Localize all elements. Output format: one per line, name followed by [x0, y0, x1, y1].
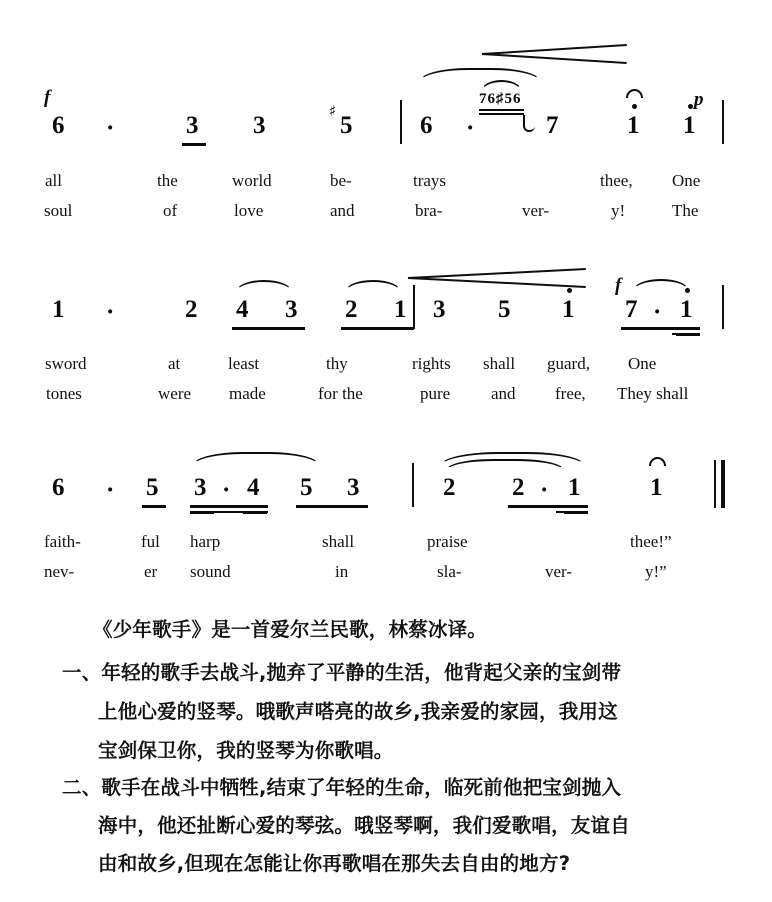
prose-verse-1-line-2: 上他心爱的竖琴。哦歌声嗒亮的故乡,我亲爱的家园，我用这	[98, 700, 618, 723]
dynamic-marking: p	[694, 89, 704, 110]
lyric-verse2: in	[335, 562, 349, 581]
note-5: 5	[340, 112, 353, 139]
lyric-verse2: tones	[46, 384, 82, 403]
lyric-verse1: praise	[427, 532, 468, 551]
sharp-icon: ♯	[329, 102, 337, 120]
lyric-verse2: They shall	[617, 384, 689, 403]
lyric-verse1: One	[628, 354, 657, 373]
note-7: 7	[546, 112, 559, 139]
lyric-verse2: of	[163, 201, 178, 220]
lyric-verse1: least	[228, 354, 260, 373]
lyric-verse1: trays	[413, 171, 447, 190]
beam-line	[142, 505, 166, 508]
lyric-verse1: faith-	[44, 532, 81, 551]
lyric-verse2: and	[330, 201, 355, 220]
prose-verse-2-line-3: 由和故乡,但现在怎能让你再歌唱在那失去自由的地方?	[98, 852, 571, 875]
note-5: 5	[498, 296, 511, 323]
lyric-verse1: thee,	[600, 171, 633, 190]
lyric-verse2: for the	[318, 384, 363, 403]
note-3: 3	[285, 296, 298, 323]
note-3: 3	[253, 112, 266, 139]
lyric-verse1: be-	[330, 171, 352, 190]
lyric-verse1: rights	[412, 354, 451, 373]
note-6: 6	[52, 474, 65, 501]
prose-verse-1-line-1: 一、年轻的歌手去战斗,抛弃了平静的生活，他背起父亲的宝剑带	[62, 661, 622, 684]
fermata-icon	[649, 457, 666, 466]
lyric-verse1: ful	[141, 532, 160, 551]
lyric-verse2: love	[234, 201, 264, 220]
lyric-verse1: thee!”	[630, 532, 672, 551]
lyric-verse1: guard,	[547, 354, 590, 373]
note-5: 5	[146, 474, 159, 501]
beam-group	[190, 511, 268, 513]
note-4: 4	[247, 474, 260, 501]
prose-header: 《少年歌手》是一首爱尔兰民歌，林蔡冰译。	[93, 618, 488, 641]
lyric-verse2: er	[144, 562, 158, 581]
phrase-slur	[192, 452, 320, 466]
final-barline-thick	[721, 460, 725, 508]
duration-dot: ·	[106, 477, 115, 504]
prose-verse-2-line-2: 海中，他还扯断心爱的琴弦。哦竖琴啊，我们爱歌唱，友谊自	[98, 814, 630, 837]
prose-verse-1-line-3: 宝剑保卫你，我的竖琴为你歌唱。	[98, 739, 394, 762]
lyric-verse1: the	[157, 171, 178, 190]
duration-dot: ·	[540, 477, 549, 504]
duration-dot: ·	[466, 115, 475, 142]
beam-group	[296, 505, 368, 508]
note-6: 6	[420, 112, 433, 139]
beam-group	[556, 511, 584, 513]
dynamic-marking: f	[44, 87, 51, 108]
lyric-verse1: all	[45, 171, 62, 190]
duration-dot: ·	[222, 477, 231, 504]
lyric-verse1: shall	[322, 532, 355, 551]
note-2: 2	[512, 474, 525, 501]
note-3: 3	[433, 296, 446, 323]
lyric-verse2: nev-	[44, 562, 75, 581]
lyric-verse2: soul	[44, 201, 73, 220]
prose-verse-2-line-1: 二、歌手在战斗中牺牲,结束了年轻的生命，临死前他把宝剑抛入	[62, 776, 622, 799]
lyric-verse2: pure	[420, 384, 451, 403]
grace-note-group: 76♯56	[479, 91, 522, 107]
note-1: 1	[562, 296, 575, 323]
barline	[412, 463, 414, 507]
lyric-verse1: world	[232, 171, 272, 190]
lyric-verse1: thy	[326, 354, 348, 373]
note-3: 3	[194, 474, 207, 501]
lyric-verse1: shall	[483, 354, 516, 373]
duration-dot: ·	[653, 299, 662, 326]
note-4: 4	[236, 296, 249, 323]
note-5: 5	[300, 474, 313, 501]
lyric-verse2: y!	[611, 201, 626, 220]
note-1: 1	[683, 112, 696, 139]
note-1: 1	[394, 296, 407, 323]
note-7: 7	[625, 296, 638, 323]
note-6: 6	[52, 112, 65, 139]
beam-group	[508, 505, 584, 508]
lyric-verse2: ver-	[545, 562, 573, 581]
lyric-verse2: y!”	[645, 562, 667, 581]
lyric-verse2: sla-	[437, 562, 462, 581]
lyric-verse1: at	[168, 354, 181, 373]
note-1: 1	[650, 474, 663, 501]
note-2: 2	[443, 474, 456, 501]
phrase-slur	[445, 459, 565, 471]
note-1: 1	[627, 112, 640, 139]
note-3: 3	[186, 112, 199, 139]
lyric-verse1: sword	[45, 354, 87, 373]
note-1: 1	[568, 474, 581, 501]
lyric-verse2: and	[491, 384, 516, 403]
note-2: 2	[345, 296, 358, 323]
beam-group	[190, 505, 268, 508]
lyric-verse2: ver-	[522, 201, 550, 220]
lyric-verse2: sound	[190, 562, 231, 581]
note-3: 3	[347, 474, 360, 501]
lyric-verse2: bra-	[415, 201, 443, 220]
dynamic-marking: f	[615, 275, 622, 296]
lyric-verse1: One	[672, 171, 701, 190]
lyric-verse2: made	[229, 384, 266, 403]
lyric-verse2: The	[672, 201, 699, 220]
lyric-verse2: were	[158, 384, 192, 403]
lyric-verse2: free,	[555, 384, 586, 403]
duration-dot: ·	[106, 115, 115, 142]
lyric-verse1: harp	[190, 532, 221, 551]
duration-dot: ·	[106, 299, 115, 326]
note-1: 1	[680, 296, 693, 323]
note-1: 1	[52, 296, 65, 323]
note-2: 2	[185, 296, 198, 323]
final-barline-thin	[714, 460, 716, 508]
